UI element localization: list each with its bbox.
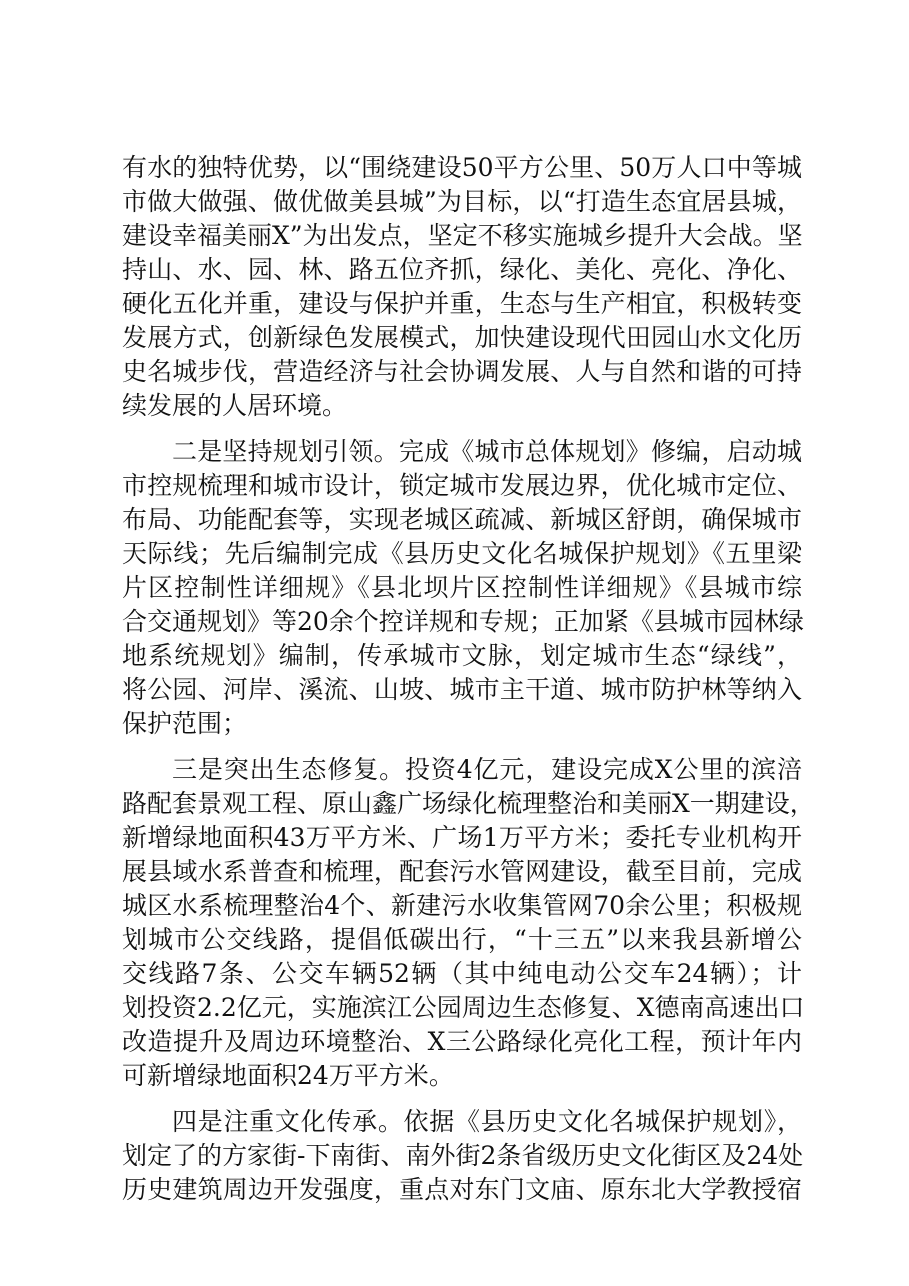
paragraph-line: 改造提升及周边环境整治、X三公路绿化亮化工程，预计年内 [122,1027,802,1056]
paragraph-line: 发展方式，创新绿色发展模式，加快建设现代田园山水文化历 [122,323,802,352]
paragraph-line: 划投资2.2亿元，实施滨江公园周边生态修复、X德南高速出口 [122,993,805,1022]
paragraph-line: 路配套景观工程、原山鑫广场绿化梳理整治和美丽X一期建设， [122,789,815,818]
paragraph-line: 天际线；先后编制完成《县历史文化名城保护规划》《五里梁 [122,539,802,568]
paragraph-4 [122,1105,802,1207]
paragraph-line: 史名城步伐，营造经济与社会协调发展、人与自然和谐的可持 [122,357,802,386]
paragraph-line: 交线路7条、公交车辆52辆（其中纯电动公交车24辆）；计 [122,959,802,988]
paragraph-line: 三是突出生态修复。投资4亿元，建设完成X公里的滨涪 [172,755,802,784]
document-body [122,151,815,1207]
paragraph-line: 城区水系梳理整治4个、新建污水收集管网70余公里；积极规 [122,891,802,920]
paragraph-line: 布局、功能配套等，实现老城区疏减、新城区舒朗，确保城市 [122,505,802,534]
paragraph-line: 展县域水系普查和梳理，配套污水管网建设，截至目前，完成 [122,857,802,886]
paragraph-line: 可新增绿地面积24万平方米。 [122,1061,454,1090]
paragraph-line: 持山、水、园、林、路五位齐抓，绿化、美化、亮化、净化、 [122,255,802,284]
paragraph-line: 二是坚持规划引领。完成《城市总体规划》修编，启动城 [172,437,802,466]
paragraph-line: 历史建筑周边开发强度，重点对东门文庙、原东北大学教授宿 [122,1175,802,1204]
paragraph-line: 建设幸福美丽X”为出发点，坚定不移实施城乡提升大会战。坚 [122,221,803,250]
paragraph-line: 新增绿地面积43万平方米、广场1万平方米；委托专业机构开 [122,823,802,852]
paragraph-line: 划定了的方家街-下南街、南外街2条省级历史文化街区及24处 [122,1141,804,1170]
paragraph-spacing [122,741,802,753]
paragraph-3 [122,753,815,1093]
paragraph-line: 地系统规划》编制，传承城市文脉，划定城市生态“绿线”， [122,641,802,670]
paragraph-line: 划城市公交线路，提倡低碳出行，“十三五”以来我县新增公 [122,925,802,954]
paragraph-line: 市做大做强、做优做美县城”为目标，以“打造生态宜居县城， [122,187,802,216]
paragraph-1 [122,151,802,423]
paragraph-line: 将公园、河岸、溪流、山坡、城市主干道、城市防护林等纳入 [122,675,802,704]
paragraph-line: 四是注重文化传承。依据《县历史文化名城保护规划》， [172,1107,802,1136]
paragraph-line: 保护范围； [122,709,248,738]
paragraph-line: 硬化五化并重，建设与保护并重，生态与生产相宜，积极转变 [122,289,802,318]
paragraph-spacing [122,423,802,435]
paragraph-line: 续发展的人居环境。 [122,391,348,420]
paragraph-spacing [122,1093,802,1105]
paragraph-line: 有水的独特优势，以“围绕建设50平方公里、50万人口中等城 [122,153,802,182]
paragraph-line: 片区控制性详细规》《县北坝片区控制性详细规》《县城市综 [122,573,802,602]
paragraph-2 [122,435,802,741]
paragraph-line: 合交通规划》等20余个控详规和专规；正加紧《县城市园林绿 [122,607,804,636]
paragraph-line: 市控规梳理和城市设计，锁定城市发展边界，优化城市定位、 [122,471,802,500]
